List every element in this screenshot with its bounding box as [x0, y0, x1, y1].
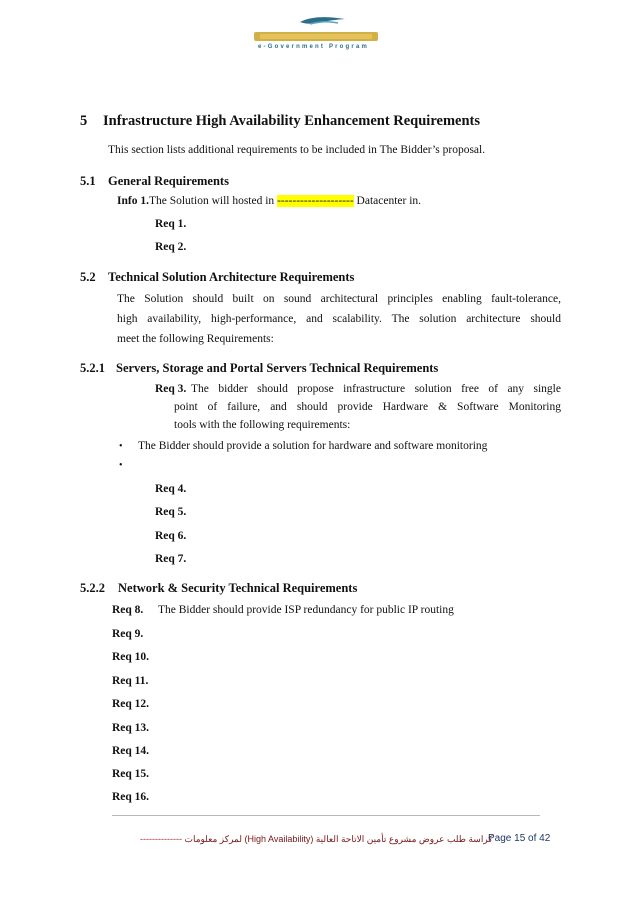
architecture-line-1: The Solution should built on sound architectural principles enabling fault-tolerance, [117, 293, 561, 305]
req-8-text: The Bidder should provide ISP redundancy for public IP routing [158, 604, 454, 616]
section-5-2-2-number: 5.2.2 [80, 581, 105, 595]
section-5-2-title: Technical Solution Architecture Requirements [108, 270, 355, 284]
e-government-logo [240, 14, 390, 58]
architecture-line-3: meet the following Requirements: [117, 333, 274, 345]
req-16: Req 16. [112, 791, 150, 803]
footer-rule [112, 815, 540, 816]
req-1: Req 1. [155, 218, 187, 230]
req-7: Req 7. [155, 553, 187, 565]
req-3-label: Req 3. [155, 383, 187, 395]
req-14: Req 14. [112, 745, 150, 757]
req-4: Req 4. [155, 483, 187, 495]
footer-caption [140, 834, 493, 845]
info-1-label: Info 1. [117, 195, 149, 207]
section-5-1-number: 5.1 [80, 174, 96, 188]
section-5-intro: This section lists additional requirements to be included in The Bidder’s proposal. [108, 144, 486, 156]
req-10: Req 10. [112, 651, 150, 663]
architecture-line-2: high availability, high-performance, and scalability. The solution architecture should [117, 313, 561, 325]
logo-caption: e-Government Program [258, 44, 370, 50]
req-3-line-1: The bidder should propose infrastructure solution free of any single [191, 383, 561, 395]
info-1-text-before: The Solution will hosted in [148, 195, 278, 207]
section-5-2-2-title: Network & Security Technical Requirements [118, 581, 358, 595]
section-5-2-1-number: 5.2.1 [80, 361, 105, 375]
section-5-number: 5 [80, 113, 88, 129]
section-5-title: Infrastructure High Availability Enhancement Requirements [103, 113, 480, 129]
req-8-label: Req 8. [112, 604, 144, 616]
footer-arabic-title: كراسة طلب عروض مشروع تأمين الاتاحة العالية (High Availability) لمركز معلومات [184, 834, 493, 844]
req-15: Req 15. [112, 768, 150, 780]
page-number: Page 15 of 42 [488, 833, 551, 844]
section-5-1-title: General Requirements [108, 174, 229, 188]
req-2: Req 2. [155, 241, 187, 253]
bullet-1-text: The Bidder should provide a solution for hardware and software monitoring [138, 440, 488, 452]
datacenter-blank: -------------------- [277, 195, 354, 207]
req-3-line-3: tools with the following requirements: [174, 419, 351, 431]
info-1 [117, 195, 421, 207]
req-3-line-2: point of failure, and should provide Hardware & Software Monitoring [174, 401, 561, 413]
info-1-text-after: Datacenter in. [353, 195, 422, 207]
section-5-2-1-title: Servers, Storage and Portal Servers Technical Requirements [116, 361, 439, 375]
req-9: Req 9. [112, 628, 144, 640]
bullet-2-marker: • [119, 460, 123, 471]
req-5: Req 5. [155, 506, 187, 518]
req-6: Req 6. [155, 530, 187, 542]
req-11: Req 11. [112, 675, 149, 687]
footer-dashes: -------------- [140, 834, 182, 844]
section-5-2-number: 5.2 [80, 270, 96, 284]
bullet-1-marker: • [119, 441, 123, 452]
req-13: Req 13. [112, 722, 150, 734]
req-12: Req 12. [112, 698, 150, 710]
